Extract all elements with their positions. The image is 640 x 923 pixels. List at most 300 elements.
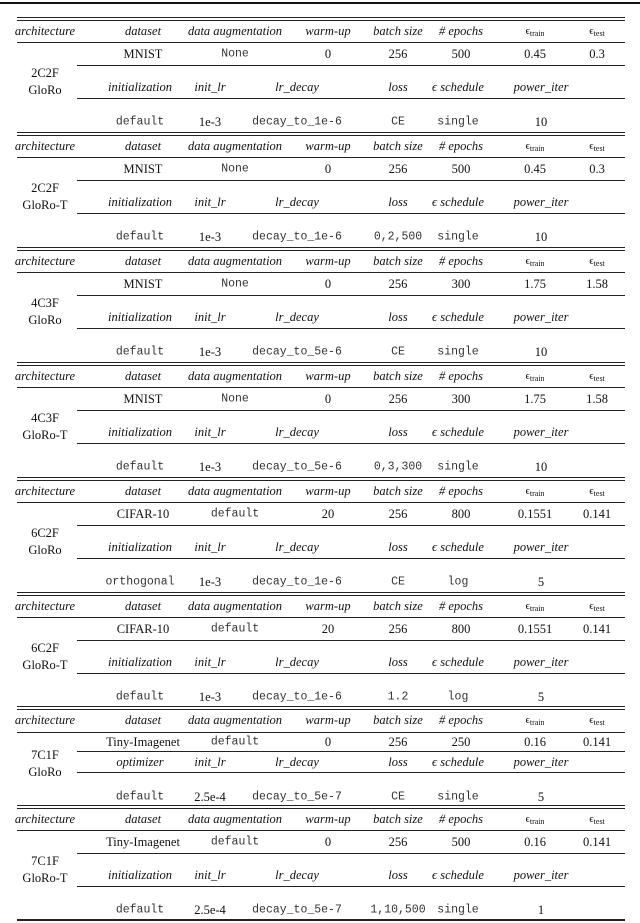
param-header: lr_decay [275,539,319,554]
header-epochs: # epochs [438,23,484,38]
param-header: loss [388,867,408,882]
param-value: default [115,790,165,804]
header-batch-size: batch size [373,712,423,727]
param-value: decay_to_5e-7 [252,790,342,804]
header-warm-up: warm-up [305,23,351,38]
param-value: 1e-3 [198,114,222,129]
value-epochs: 300 [451,391,471,406]
param-header: ϵ schedule [432,309,484,324]
value-eps-train: 1.75 [524,391,546,406]
header-rule [17,42,625,43]
header-architecture: architecture [14,483,76,498]
param-header: loss [388,309,408,324]
header-warm-up: warm-up [305,811,351,826]
value-batch-size: 256 [388,161,408,176]
header-epochs: # epochs [438,483,484,498]
header-data-augmentation: data augmentation [187,598,283,613]
param-value: single [437,790,479,804]
param-value: 10 [534,344,548,359]
epsilon-subscript: test [593,817,605,826]
value-epochs: 800 [451,506,471,521]
header-epochs: # epochs [438,253,484,268]
param-value: 10 [534,459,548,474]
epsilon-symbol: ϵ [525,485,530,497]
param-value: default [115,345,165,359]
value-data-augmentation: default [210,835,260,849]
header-data-augmentation: data augmentation [187,138,283,153]
header-eps-train [525,599,544,613]
value-batch-size: 256 [388,621,408,636]
param-value: 5 [537,574,545,589]
double-rule-top [17,477,625,478]
page-header-rule [0,2,640,4]
value-batch-size: 256 [388,46,408,61]
param-value: 1.2 [387,690,409,704]
header-warm-up: warm-up [305,368,351,383]
value-eps-test: 1.58 [586,391,608,406]
architecture-name [28,65,61,99]
param-header: init_lr [194,424,226,439]
header-data-augmentation: data augmentation [187,23,283,38]
header-dataset: dataset [124,598,162,613]
param-header: init_lr [194,539,226,554]
param-header-rule [77,98,625,99]
param-header: ϵ schedule [432,79,484,94]
param-value: 1,10,500 [370,903,426,917]
param-header: ϵ schedule [432,754,484,769]
value-warm-up: 0 [324,276,332,291]
epsilon-symbol: ϵ [589,255,594,267]
param-header: initialization [108,194,172,209]
param-header: power_iter [513,79,569,94]
double-rule-top [17,706,625,707]
double-rule-bottom [17,808,625,809]
header-architecture: architecture [14,253,76,268]
epsilon-symbol: ϵ [525,813,530,825]
param-value: decay_to_1e-6 [252,575,342,589]
param-header: power_iter [513,539,569,554]
param-header: power_iter [513,754,569,769]
epsilon-subscript: train [529,718,545,727]
double-rule-top [17,592,625,593]
value-dataset: MNIST [123,276,163,291]
param-value: log [447,690,469,704]
value-warm-up: 20 [321,621,335,636]
header-epochs: # epochs [438,368,484,383]
value-batch-size: 256 [388,391,408,406]
row-rule [77,295,625,296]
param-value: single [437,115,479,129]
header-architecture: architecture [14,23,76,38]
row-rule [77,65,625,66]
value-eps-train: 0.45 [524,46,546,61]
header-eps-train [525,369,544,383]
value-epochs: 500 [451,161,471,176]
param-header: loss [388,79,408,94]
header-warm-up: warm-up [305,598,351,613]
param-header: initialization [108,654,172,669]
value-eps-test: 0.3 [589,46,605,61]
header-batch-size: batch size [373,253,423,268]
value-warm-up: 0 [324,391,332,406]
architecture-name [22,180,67,214]
header-architecture: architecture [14,598,76,613]
value-eps-test: 0.141 [582,621,612,636]
epsilon-subscript: test [593,374,605,383]
table-bottom-rule [17,919,625,921]
header-data-augmentation: data augmentation [187,811,283,826]
header-eps-train [525,139,544,153]
param-value: default [115,903,165,917]
header-architecture: architecture [14,138,76,153]
header-eps-test [589,599,605,613]
double-rule-bottom [17,709,625,710]
param-value: decay_to_5e-7 [252,903,342,917]
header-eps-test [589,713,605,727]
value-epochs: 300 [451,276,471,291]
param-value: CE [391,790,405,804]
param-header: loss [388,654,408,669]
param-header: power_iter [513,309,569,324]
double-rule-top [17,247,625,248]
value-data-augmentation: None [221,277,249,291]
epsilon-symbol: ϵ [525,600,530,612]
param-header: ϵ schedule [432,654,484,669]
value-dataset: MNIST [123,46,163,61]
param-header: init_lr [194,194,226,209]
value-dataset: CIFAR-10 [116,506,170,521]
header-dataset: dataset [124,712,162,727]
value-epochs: 800 [451,621,471,636]
epsilon-subscript: train [529,604,545,613]
architecture-name [28,295,61,329]
epsilon-symbol: ϵ [589,140,594,152]
param-value: decay_to_5e-6 [252,460,342,474]
param-value: decay_to_1e-6 [252,690,342,704]
value-batch-size: 256 [388,506,408,521]
epsilon-symbol: ϵ [525,255,530,267]
header-batch-size: batch size [373,138,423,153]
param-header: lr_decay [275,424,319,439]
epsilon-subscript: test [593,604,605,613]
param-value: decay_to_1e-6 [252,230,342,244]
param-header: ϵ schedule [432,539,484,554]
architecture-name [22,410,67,444]
value-dataset: CIFAR-10 [116,621,170,636]
header-rule [17,617,625,618]
value-warm-up: 20 [321,506,335,521]
param-value: 1e-3 [198,229,222,244]
architecture-line: 6C2F [31,641,59,655]
header-architecture: architecture [14,811,76,826]
header-eps-test [589,139,605,153]
value-eps-train: 0.16 [524,734,546,749]
param-header: lr_decay [275,79,319,94]
header-data-augmentation: data augmentation [187,712,283,727]
param-value: single [437,230,479,244]
header-rule [17,732,625,733]
row-rule [77,751,625,752]
header-warm-up: warm-up [305,138,351,153]
value-batch-size: 256 [388,734,408,749]
value-eps-test: 0.141 [582,506,612,521]
value-dataset: MNIST [123,391,163,406]
value-eps-test: 0.141 [582,734,612,749]
param-value: 0,3,300 [373,460,423,474]
epsilon-symbol: ϵ [589,714,594,726]
param-header: lr_decay [275,754,319,769]
epsilon-subscript: test [593,718,605,727]
param-value: 1e-3 [198,459,222,474]
header-eps-test [589,484,605,498]
header-dataset: dataset [124,811,162,826]
param-header: init_lr [194,309,226,324]
row-rule [77,525,625,526]
epsilon-symbol: ϵ [525,25,530,37]
architecture-line: GloRo [28,313,62,327]
epsilon-symbol: ϵ [589,813,594,825]
param-value: default [115,690,165,704]
param-header: ϵ schedule [432,424,484,439]
value-data-augmentation: default [210,507,260,521]
value-epochs: 500 [451,46,471,61]
double-rule-top [17,17,625,18]
architecture-line: GloRo-T [22,871,68,885]
param-header: initialization [108,424,172,439]
value-data-augmentation: None [221,47,249,61]
param-value: decay_to_1e-6 [252,115,342,129]
param-header: power_iter [513,867,569,882]
header-batch-size: batch size [373,23,423,38]
param-header: init_lr [194,79,226,94]
header-warm-up: warm-up [305,253,351,268]
header-epochs: # epochs [438,811,484,826]
header-dataset: dataset [124,138,162,153]
row-rule [77,410,625,411]
double-rule-bottom [17,480,625,481]
architecture-name [22,853,67,887]
param-value: default [115,460,165,474]
value-warm-up: 0 [324,46,332,61]
param-header: power_iter [513,194,569,209]
param-value: CE [391,345,405,359]
value-eps-test: 0.141 [582,834,612,849]
architecture-line: GloRo [28,543,62,557]
header-rule [17,387,625,388]
header-batch-size: batch size [373,811,423,826]
param-header: init_lr [194,867,226,882]
header-data-augmentation: data augmentation [187,253,283,268]
param-value: 5 [537,689,545,704]
header-rule [17,502,625,503]
epsilon-symbol: ϵ [589,485,594,497]
param-value: 0,2,500 [373,230,423,244]
epsilon-symbol: ϵ [525,714,530,726]
param-header: loss [388,424,408,439]
param-header-rule [77,673,625,674]
param-value: decay_to_5e-6 [252,345,342,359]
param-header: ϵ schedule [432,194,484,209]
param-header: init_lr [194,654,226,669]
param-header-rule [77,772,625,773]
param-header: loss [388,754,408,769]
double-rule-bottom [17,250,625,251]
param-header-rule [77,328,625,329]
value-eps-train: 0.16 [524,834,546,849]
value-data-augmentation: None [221,162,249,176]
param-value: default [115,115,165,129]
value-dataset: Tiny-Imagenet [106,734,180,749]
architecture-line: GloRo-T [22,428,68,442]
epsilon-subscript: train [529,259,545,268]
header-epochs: # epochs [438,598,484,613]
param-value: single [437,460,479,474]
value-epochs: 250 [451,734,471,749]
header-eps-test [589,254,605,268]
param-header: power_iter [513,424,569,439]
architecture-line: 6C2F [31,526,59,540]
param-value: 10 [534,114,548,129]
param-value: CE [391,115,405,129]
value-data-augmentation: None [221,392,249,406]
value-warm-up: 0 [324,834,332,849]
param-header-rule [77,213,625,214]
header-eps-test [589,369,605,383]
header-eps-train [525,24,544,38]
architecture-name [22,640,67,674]
param-header: optimizer [116,754,164,769]
param-value: 1 [537,902,545,917]
header-architecture: architecture [14,368,76,383]
param-header: lr_decay [275,867,319,882]
architecture-line: 7C1F [31,854,59,868]
double-rule-bottom [17,365,625,366]
epsilon-subscript: test [593,259,605,268]
param-value: orthogonal [105,575,175,589]
architecture-line: 4C3F [31,411,59,425]
epsilon-subscript: train [529,374,545,383]
param-header: initialization [108,79,172,94]
double-rule-top [17,132,625,133]
header-epochs: # epochs [438,138,484,153]
param-header: loss [388,539,408,554]
header-eps-test [589,24,605,38]
header-dataset: dataset [124,368,162,383]
epsilon-subscript: train [529,489,545,498]
header-data-augmentation: data augmentation [187,368,283,383]
header-data-augmentation: data augmentation [187,483,283,498]
param-header-rule [77,558,625,559]
param-value: 10 [534,229,548,244]
epsilon-subscript: train [529,29,545,38]
double-rule-top [17,362,625,363]
epsilon-subscript: train [529,144,545,153]
param-header: lr_decay [275,309,319,324]
row-rule [77,640,625,641]
header-batch-size: batch size [373,368,423,383]
value-dataset: Tiny-Imagenet [106,834,180,849]
param-value: log [447,575,469,589]
value-eps-train: 0.45 [524,161,546,176]
epsilon-symbol: ϵ [525,370,530,382]
header-eps-train [525,812,544,826]
value-eps-train: 0.1551 [517,621,553,636]
param-header: power_iter [513,654,569,669]
param-value: 2.5e-4 [194,902,226,917]
epsilon-symbol: ϵ [589,370,594,382]
value-dataset: MNIST [123,161,163,176]
header-dataset: dataset [124,483,162,498]
architecture-line: 4C3F [31,296,59,310]
epsilon-subscript: test [593,144,605,153]
value-eps-test: 1.58 [586,276,608,291]
param-value: 1e-3 [198,574,222,589]
architecture-line: GloRo-T [22,198,68,212]
value-epochs: 500 [451,834,471,849]
double-rule-bottom [17,20,625,21]
double-rule-bottom [17,135,625,136]
value-data-augmentation: default [210,622,260,636]
architecture-line: 2C2F [31,66,59,80]
architecture-line: 2C2F [31,181,59,195]
param-header: loss [388,194,408,209]
value-eps-train: 1.75 [524,276,546,291]
param-header-rule [77,443,625,444]
double-rule-top [17,805,625,806]
value-data-augmentation: default [210,735,260,749]
header-epochs: # epochs [438,712,484,727]
param-value: 1e-3 [198,689,222,704]
header-eps-train [525,713,544,727]
header-eps-train [525,484,544,498]
header-eps-train [525,254,544,268]
param-header-rule [77,886,625,887]
value-eps-train: 0.1551 [517,506,553,521]
double-rule-bottom [17,595,625,596]
param-header: initialization [108,539,172,554]
header-batch-size: batch size [373,483,423,498]
header-architecture: architecture [14,712,76,727]
header-dataset: dataset [124,253,162,268]
param-value: single [437,903,479,917]
epsilon-symbol: ϵ [525,140,530,152]
header-rule [17,157,625,158]
header-batch-size: batch size [373,598,423,613]
param-value: single [437,345,479,359]
row-rule [77,180,625,181]
header-rule [17,830,625,831]
architecture-line: GloRo [28,83,62,97]
epsilon-subscript: test [593,29,605,38]
param-header: ϵ schedule [432,867,484,882]
value-warm-up: 0 [324,161,332,176]
architecture-line: 7C1F [31,747,59,762]
header-warm-up: warm-up [305,712,351,727]
param-header: lr_decay [275,654,319,669]
param-header: initialization [108,309,172,324]
header-rule [17,272,625,273]
header-eps-test [589,812,605,826]
param-value: default [115,230,165,244]
epsilon-subscript: train [529,817,545,826]
value-warm-up: 0 [324,734,332,749]
architecture-line: GloRo-T [22,658,68,672]
architecture-name [28,525,61,559]
architecture-name [28,747,61,781]
architecture-line: GloRo [28,764,62,779]
epsilon-symbol: ϵ [589,600,594,612]
param-header: initialization [108,867,172,882]
